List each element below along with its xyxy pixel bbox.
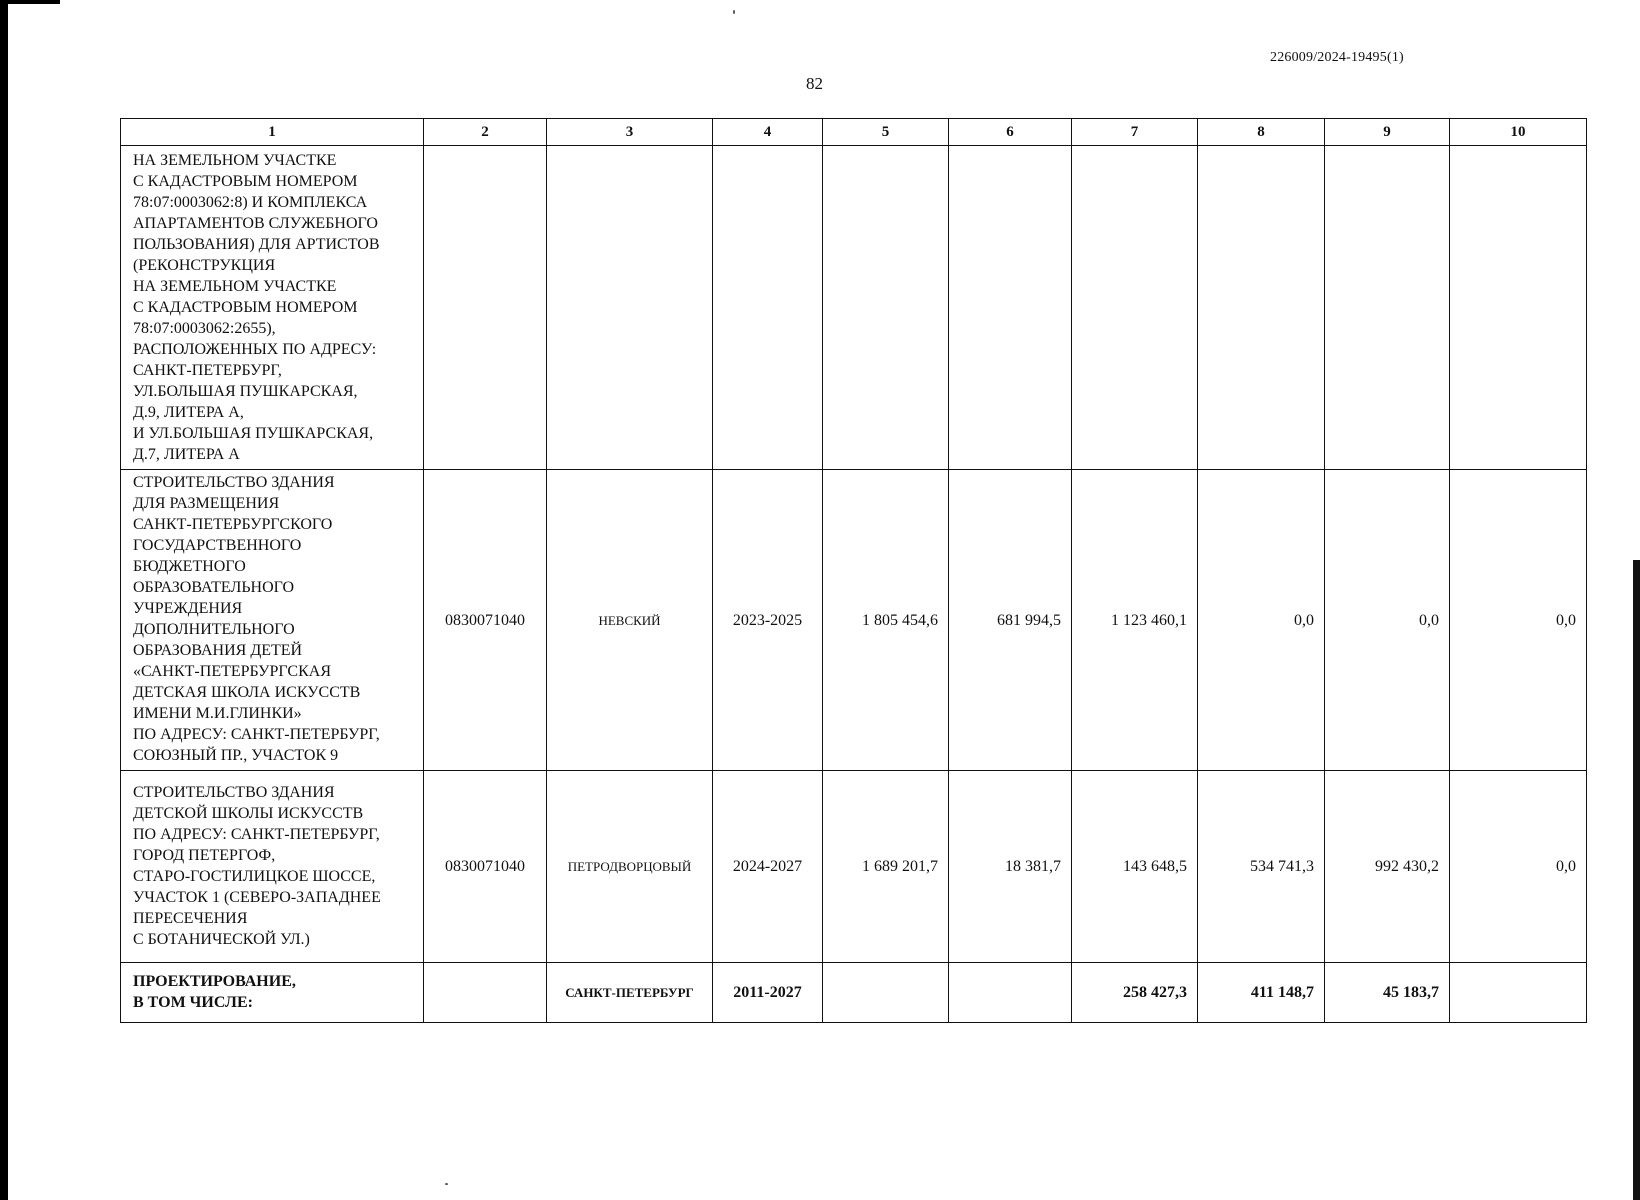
column-header: 6 — [949, 119, 1072, 146]
value-cell: 1 123 460,1 — [1072, 470, 1198, 771]
page-number: 82 — [806, 74, 823, 93]
scan-edge-right — [1633, 560, 1640, 1200]
value-cell: 0,0 — [1198, 470, 1325, 771]
value-cell: 992 430,2 — [1325, 771, 1450, 963]
value-cell — [1198, 146, 1325, 470]
value-cell — [1450, 146, 1587, 470]
value-cell: 18 381,7 — [949, 771, 1072, 963]
period-cell: 2024-2027 — [713, 771, 823, 963]
value-cell: 411 148,7 — [1198, 963, 1325, 1023]
value-cell — [1072, 146, 1198, 470]
value-cell — [949, 963, 1072, 1023]
scan-mark-top-left — [0, 0, 60, 4]
column-header: 9 — [1325, 119, 1450, 146]
object-description: ПРОЕКТИРОВАНИЕ, В ТОМ ЧИСЛЕ: — [133, 972, 296, 1011]
column-header: 4 — [713, 119, 823, 146]
column-header: 3 — [547, 119, 713, 146]
column-header: 8 — [1198, 119, 1325, 146]
value-cell: 258 427,3 — [1072, 963, 1198, 1023]
value-cell: 0,0 — [1325, 470, 1450, 771]
header-row — [121, 119, 1587, 146]
period-cell — [713, 146, 823, 470]
scan-speck — [445, 1183, 448, 1185]
value-cell — [1325, 146, 1450, 470]
scan-speck — [733, 10, 735, 14]
budget-code-cell — [424, 146, 547, 470]
table-row — [121, 771, 1587, 963]
budget-code-cell — [424, 963, 547, 1023]
column-header: 5 — [823, 119, 949, 146]
budget-code-cell: 0830071040 — [424, 771, 547, 963]
table-row — [121, 146, 1587, 470]
period-cell: 2011-2027 — [713, 963, 823, 1023]
value-cell: 0,0 — [1450, 771, 1587, 963]
district-cell: САНКТ-ПЕТЕРБУРГ — [547, 963, 713, 1023]
object-description: СТРОИТЕЛЬСТВО ЗДАНИЯ ДЕТСКОЙ ШКОЛЫ ИСКУССТВ ПО АДРЕСУ: САНКТ-ПЕТЕРБУРГ, ГОРОД ПЕТЕРГОФ, СТАРО-ГОСТИЛИЦКОЕ ШОССЕ, УЧАСТОК 1 (СЕВЕРО-ЗАПАДНЕЕ ПЕРЕСЕЧЕНИЯ С БОТАНИЧЕСКОЙ УЛ.) — [133, 783, 381, 948]
column-header: 2 — [424, 119, 547, 146]
object-description: СТРОИТЕЛЬСТВО ЗДАНИЯ ДЛЯ РАЗМЕЩЕНИЯ САНКТ-ПЕТЕРБУРГСКОГО ГОСУДАРСТВЕННОГО БЮДЖЕТНОГО ОБРАЗОВАТЕЛЬНОГО УЧРЕЖДЕНИЯ ДОПОЛНИТЕЛЬНОГО ОБРАЗОВАНИЯ ДЕТЕЙ «САНКТ-ПЕТЕРБУРГСКАЯ ДЕТСКАЯ ШКОЛА ИСКУССТВ ИМЕНИ М.И.ГЛИНКИ» ПО АДРЕСУ: САНКТ-ПЕТЕРБУРГ, СОЮЗНЫЙ ПР., УЧАСТОК 9 — [133, 474, 380, 764]
column-header: 7 — [1072, 119, 1198, 146]
period-cell: 2023-2025 — [713, 470, 823, 771]
budget-table — [120, 118, 1587, 1023]
document-number: 226009/2024-19495(1) — [1270, 50, 1404, 65]
value-cell: 45 183,7 — [1325, 963, 1450, 1023]
scan-edge-left — [0, 0, 8, 1200]
value-cell — [823, 963, 949, 1023]
column-header: 1 — [121, 119, 424, 146]
district-cell: ПЕТРОДВОРЦОВЫЙ — [547, 771, 713, 963]
value-cell: 143 648,5 — [1072, 771, 1198, 963]
budget-code-cell: 0830071040 — [424, 470, 547, 771]
column-header: 10 — [1450, 119, 1587, 146]
value-cell: 0,0 — [1450, 470, 1587, 771]
value-cell — [949, 146, 1072, 470]
value-cell — [1450, 963, 1587, 1023]
value-cell — [823, 146, 949, 470]
value-cell: 1 805 454,6 — [823, 470, 949, 771]
table-row — [121, 470, 1587, 771]
district-cell — [547, 146, 713, 470]
value-cell: 534 741,3 — [1198, 771, 1325, 963]
value-cell: 681 994,5 — [949, 470, 1072, 771]
district-cell: НЕВСКИЙ — [547, 470, 713, 771]
table-row — [121, 963, 1587, 1023]
value-cell: 1 689 201,7 — [823, 771, 949, 963]
object-description: НА ЗЕМЕЛЬНОМ УЧАСТКЕ С КАДАСТРОВЫМ НОМЕРОМ 78:07:0003062:8) И КОМПЛЕКСА АПАРТАМЕНТОВ СЛУЖЕБНОГО ПОЛЬЗОВАНИЯ) ДЛЯ АРТИСТОВ (РЕКОНСТРУКЦИЯ НА ЗЕМЕЛЬНОМ УЧАСТКЕ С КАДАСТРОВЫМ НОМЕРОМ 78:07:0003062:2655), РАСПОЛОЖЕННЫХ ПО АДРЕСУ: САНКТ-ПЕТЕРБУРГ, УЛ.БОЛЬШАЯ ПУШКАРСКАЯ, Д.9, ЛИТЕРА А, И УЛ.БОЛЬШАЯ ПУШКАРСКАЯ, Д.7, ЛИТЕРА А — [133, 152, 380, 463]
